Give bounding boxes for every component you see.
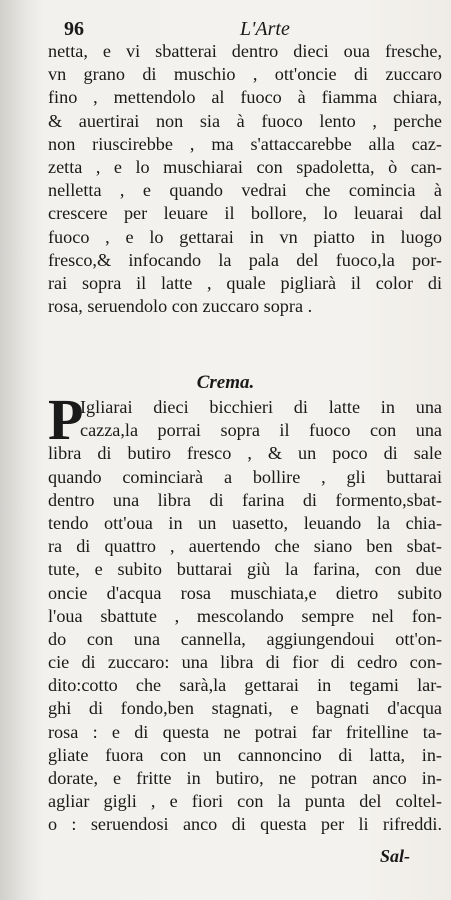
text-line: & auertirai non sia à fuoco lento , perche: [48, 110, 442, 131]
text-line: dentro una libra di farina di formento,sbat-: [48, 489, 442, 510]
text-line-first: Igliarai dieci bicchieri di latte in una: [80, 397, 442, 417]
section-title: Crema.: [196, 372, 255, 393]
text-line: fresco,& infocando la pala del fuoco,la por-: [48, 249, 442, 270]
text-line: agliar gigli , e fiori con la punta del coltel-: [48, 791, 442, 812]
text-line-last: o : seruendosi anco di questa per li rifreddi.: [48, 814, 442, 835]
text-line: oncie d'acqua rosa muschiata,e dietro subito: [48, 582, 442, 603]
text-line: libra di butiro fresco , & un poco di sale: [48, 443, 442, 464]
text-line: crescere per leuare il bollore, lo leuarai dal: [48, 203, 442, 224]
running-head: L'Arte: [240, 18, 290, 40]
text-line: ra di quattro , auertendo che siano ben sbat-: [48, 536, 442, 557]
text-line: dorate, e fritte in butiro, ne potran anco in-: [48, 768, 442, 788]
text-line: zetta , e lo muschiarai con spadoletta, ò can-: [48, 156, 442, 177]
text-line: l'oua sbattute , mescolando sempre nel fon-: [48, 605, 442, 626]
text-line: dito:cotto che sarà,la gettarai in tegami lar-: [48, 675, 442, 696]
page-number: 96: [64, 18, 84, 40]
text-line-last: rosa, seruendolo con zuccaro sopra .: [48, 296, 313, 317]
text-line: quando cominciarà a bollire , gli buttarai: [48, 466, 442, 487]
text-line: ghi di fondo,ben stagnati, e bagnati d'acqua: [48, 698, 442, 719]
text-line: cazza,la porrai sopra il fuoco con una: [80, 420, 442, 441]
page-gutter-shadow: [0, 0, 44, 900]
text-line: rosa : e di questa ne potrai far fritelline ta-: [48, 721, 442, 742]
text-line: tute, e subito buttarai giù la farina, con due: [48, 559, 442, 580]
text-line: non riuscirebbe , ma s'attaccarebbe alla caz-: [48, 133, 442, 154]
text-line: vn grano di muschio , ott'oncie di zuccaro: [48, 64, 442, 85]
text-line: netta, e vi sbatterai dentro dieci oua fresche,: [48, 41, 442, 61]
paragraph-2: [48, 387, 442, 837]
drop-cap: P: [48, 387, 84, 452]
paragraph-1: [48, 40, 442, 318]
text-line: nelletta , e quando vedrai che comincia à: [48, 180, 442, 201]
text-line: gliate fuora con un cannoncino di latta, in-: [48, 744, 442, 765]
catchword: Sal-: [380, 846, 411, 866]
text-line: do con una cannella, aggiungendoui ott'on-: [48, 628, 442, 649]
text-line: cie di zuccaro: una libra di fior di cedro con-: [48, 652, 442, 673]
text-line: fino , mettendolo al fuoco à fiamma chiara,: [48, 87, 442, 108]
text-line: tendo ott'oua in un uasetto, leuando la chia-: [48, 512, 442, 533]
text-line: rai sopra il latte , quale pigliarà il color di: [48, 272, 442, 293]
text-line: fuoco , e lo gettarai in vn piatto in luogo: [48, 226, 442, 247]
